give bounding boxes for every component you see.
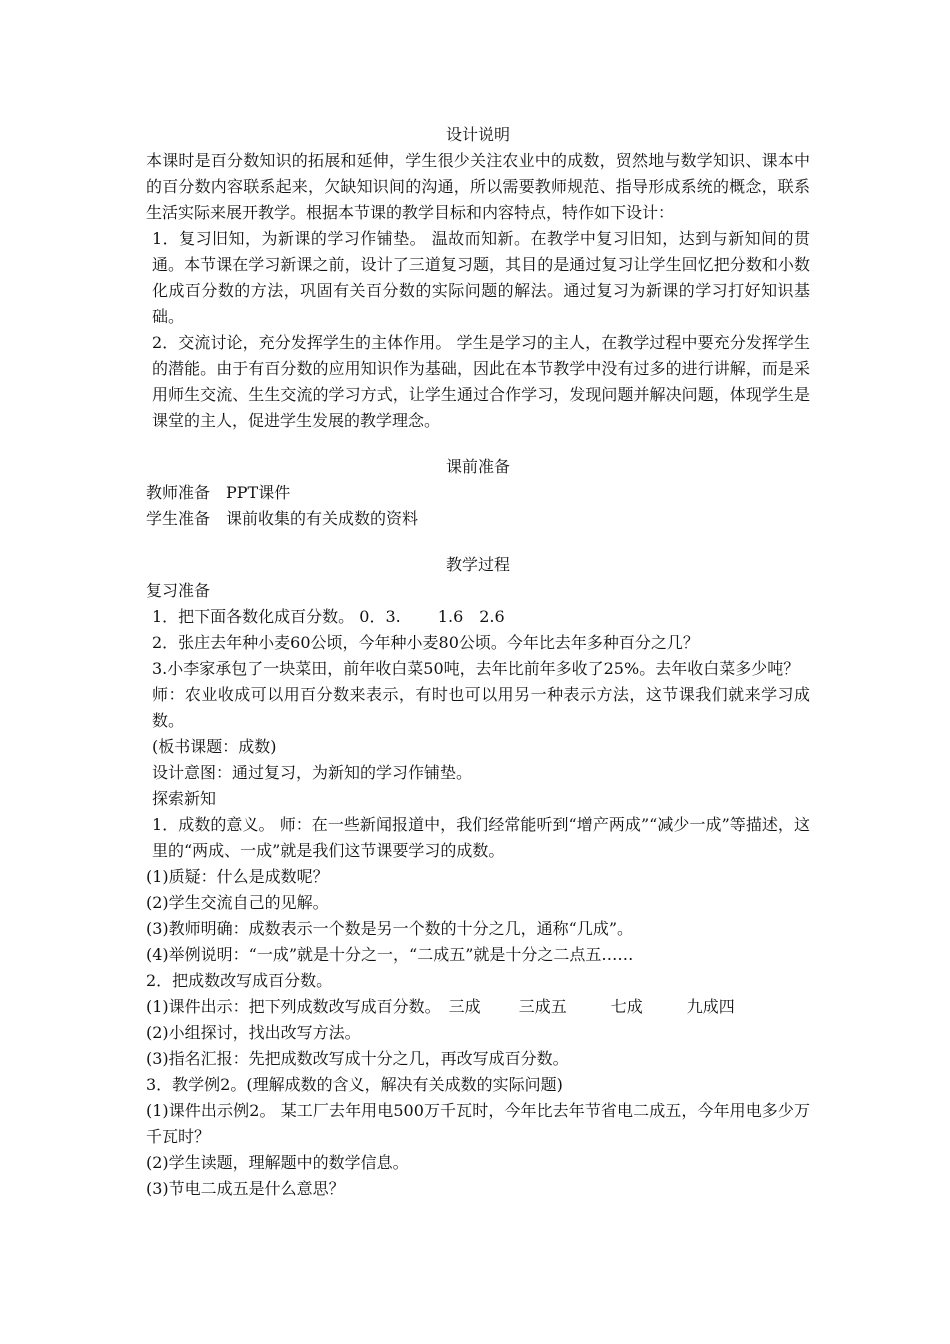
content-column: [146, 122, 810, 1202]
explore-item-2-2: (2)小组探讨，找出改写方法。: [146, 1023, 361, 1042]
process-title: 教学过程: [445, 555, 510, 574]
explore-item-1-3: (3)教师明确：成数表示一个数是另一个数的十分之几，通称“几成”。: [146, 919, 634, 938]
explore-item-2-3: (3)指名汇报：先把成数改写成十分之几，再改写成百分数。: [146, 1049, 569, 1068]
design-paragraph-1: 本课时是百分数知识的拓展和延伸，学生很少关注农业中的成数，贸然地与数学知识、课本中的百分数内容联系起来，欠缺知识间的沟通，所以需要教师规范、指导形成系统的概念，联系生活实际来展开教学。根据本节课的教学目标和内容特点，特作如下设计：: [146, 151, 810, 222]
design-title: 设计说明: [445, 125, 510, 144]
explore-item-1-1: (1)质疑：什么是成数呢？: [146, 867, 329, 886]
review-title: 复习准备: [146, 581, 211, 600]
teacher-talk: 师：农业收成可以用百分数来表示，有时也可以用另一种表示方法，这节课我们就来学习成数。: [152, 685, 810, 730]
review-item-3: 3.小李家承包了一块菜田，前年收白菜50吨，去年比前年多收了25%。去年收白菜多少吨？: [152, 659, 800, 678]
explore-item-1-2: (2)学生交流自己的见解。: [146, 893, 329, 912]
explore-item-2-1: [146, 994, 810, 1020]
explore-item-3-1: (1)课件出示例2。 某工厂去年用电500万千瓦时，今年比去年节省电二成五，今年用电多少万千瓦时？: [146, 1101, 810, 1146]
review-item-1: 1．把下面各数化成百分数。 0．3. 1.6 2.6: [152, 607, 505, 626]
rate-item: 九成四: [686, 997, 735, 1016]
explore-item-3: 3．教学例2。(理解成数的含义，解决有关成数的实际问题): [146, 1075, 563, 1094]
rate-item: 三成五: [518, 997, 567, 1016]
explore-title: 探索新知: [152, 789, 217, 808]
board-title: (板书课题：成数): [152, 737, 277, 756]
prep-title: 课前准备: [445, 457, 510, 476]
review-item-2: 2．张庄去年种小麦60公顷，今年种小麦80公顷。今年比去年多种百分之几？: [152, 633, 699, 652]
spacer: [146, 434, 810, 454]
rate-item: 七成: [610, 997, 643, 1016]
design-paragraph-3: 2．交流讨论，充分发挥学生的主体作用。 学生是学习的主人，在教学过程中要充分发挥学生的潜能。由于有百分数的应用知识作为基础，因此在本节教学中没有过多的进行讲解，而是采用师生交流、生生交流的学习方式，让学生通过合作学习，发现问题并解决问题，体现学生是课堂的主人，促进学生发展的教学理念。: [152, 333, 810, 430]
explore-item-2: 2．把成数改写成百分数。: [146, 971, 333, 990]
explore-item-3-2: (2)学生读题，理解题中的数学信息。: [146, 1153, 409, 1172]
design-paragraph-2: 1．复习旧知，为新课的学习作铺垫。 温故而知新。在教学中复习旧知，达到与新知间的贯通。本节课在学习新课之前，设计了三道复习题，其目的是通过复习让学生回忆把分数和小数化成百分数的方法，巩固有关百分数的实际问题的解法。通过复习为新课的学习打好知识基础。: [152, 229, 810, 326]
explore-item-3-3: (3)节电二成五是什么意思？: [146, 1179, 345, 1198]
explore-item-2-1-text: (1)课件出示：把下列成数改写成百分数。: [146, 997, 441, 1016]
explore-item-1-4: (4)举例说明：“一成”就是十分之一，“二成五”就是十分之二点五……: [146, 945, 634, 964]
explore-item-1: 1．成数的意义。 师：在一些新闻报道中，我们经常能听到“增产两成”“减少一成”等描述，这里的“两成、一成”就是我们这节课要学习的成数。: [152, 815, 810, 860]
spacer: [146, 532, 810, 552]
rate-item: 三成: [448, 997, 481, 1016]
design-intent: 设计意图：通过复习，为新知的学习作铺垫。: [152, 763, 473, 782]
prep-student: 学生准备 课前收集的有关成数的资料: [146, 509, 419, 528]
prep-teacher: 教师准备 PPT课件: [146, 483, 291, 502]
